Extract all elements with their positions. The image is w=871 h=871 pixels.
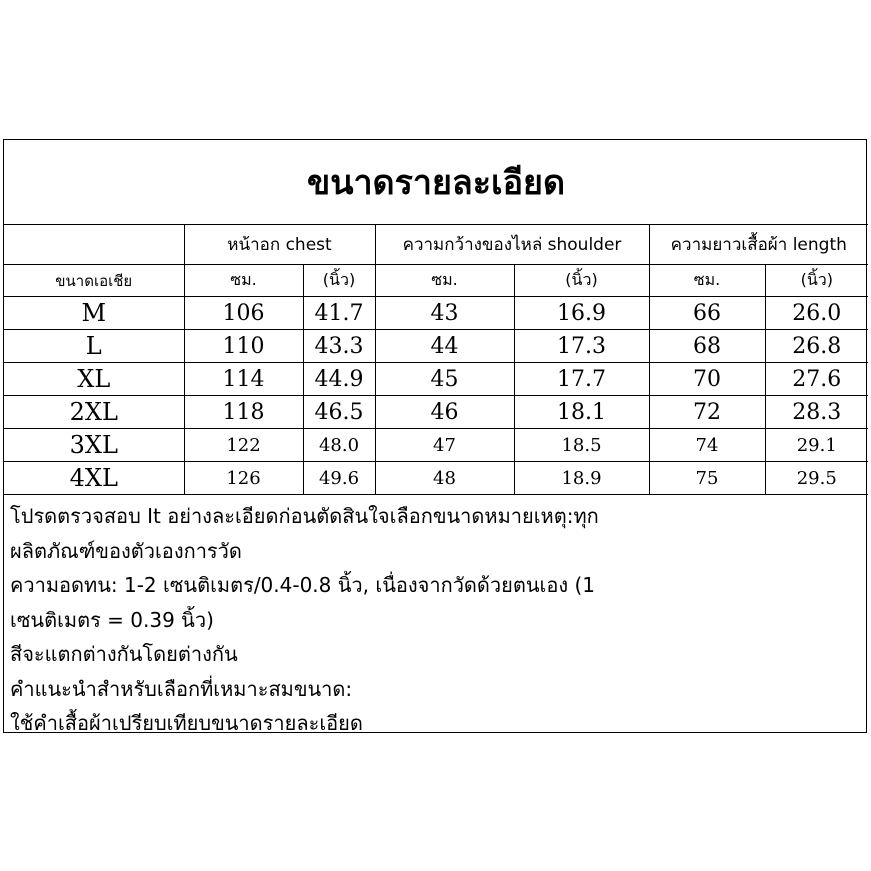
chest-inch-cell: 44.9 — [303, 363, 375, 396]
note-line: เซนติเมตร = 0.39 นิ้ว) — [10, 607, 214, 632]
length-cm-cell: 70 — [649, 363, 765, 396]
shoulder-inch-header: (นิ้ว) — [514, 265, 649, 297]
chest-cm-cell: 126 — [184, 462, 303, 495]
chest-inch-cell: 43.3 — [303, 330, 375, 363]
shoulder-cm-cell: 48 — [375, 462, 514, 495]
chest-cm-header: ซม. — [184, 265, 303, 297]
shoulder-inch-cell: 16.9 — [514, 297, 649, 330]
size-cell: 2XL — [4, 396, 184, 429]
chest-cm-cell: 114 — [184, 363, 303, 396]
chest-inch-cell: 41.7 — [303, 297, 375, 330]
chest-cm-cell: 118 — [184, 396, 303, 429]
table-row — [4, 363, 868, 396]
shoulder-cm-cell: 43 — [375, 297, 514, 330]
length-inch-cell: 29.5 — [765, 462, 868, 495]
length-header: ความยาวเสื้อผ้า length — [649, 225, 868, 265]
table-row — [4, 462, 868, 495]
note-line: ใช้คำเสื้อผ้าเปรียบเทียบขนาดรายละเอียด — [10, 711, 363, 735]
shoulder-cm-cell: 46 — [375, 396, 514, 429]
length-cm-cell: 66 — [649, 297, 765, 330]
length-inch-cell: 26.0 — [765, 297, 868, 330]
chest-cm-cell: 110 — [184, 330, 303, 363]
note-line: คำแนะนำสำหรับเลือกที่เหมาะสมขนาด: — [10, 676, 353, 701]
shoulder-inch-cell: 17.3 — [514, 330, 649, 363]
page-title: ขนาดรายละเอียด — [4, 140, 868, 225]
note-line: สีจะแตกต่างกันโดยต่างกัน — [10, 642, 238, 666]
shoulder-cm-cell: 45 — [375, 363, 514, 396]
shoulder-inch-cell: 18.1 — [514, 396, 649, 429]
chest-inch-cell: 48.0 — [303, 429, 375, 462]
empty-header-cell — [4, 225, 184, 265]
note-line: ความอดทน: 1-2 เซนติเมตร/0.4-0.8 นิ้ว, เนื่องจากวัดด้วยตนเอง (1 — [10, 573, 596, 597]
length-cm-header: ซม. — [649, 265, 765, 297]
chest-cm-cell: 106 — [184, 297, 303, 330]
length-cm-cell: 75 — [649, 462, 765, 495]
table-row — [4, 330, 868, 363]
note-line: โปรดตรวจสอบ It อย่างละเอียดก่อนตัดสินใจเลือกขนาดหมายเหตุ:ทุก — [10, 504, 599, 528]
chest-inch-cell: 46.5 — [303, 396, 375, 429]
note-line: ผลิตภัณฑ์ของตัวเองการวัด — [10, 538, 242, 563]
size-table — [4, 140, 868, 495]
length-inch-header: (นิ้ว) — [765, 265, 868, 297]
size-column-header: ขนาดเอเชีย — [4, 265, 184, 297]
chest-inch-header: (นิ้ว) — [303, 265, 375, 297]
length-cm-cell: 68 — [649, 330, 765, 363]
size-cell: L — [4, 330, 184, 363]
shoulder-inch-cell: 18.5 — [514, 429, 649, 462]
size-chart — [3, 139, 867, 733]
chest-inch-cell: 49.6 — [303, 462, 375, 495]
size-cell: M — [4, 297, 184, 330]
notes-section — [4, 495, 866, 741]
length-inch-cell: 28.3 — [765, 396, 868, 429]
shoulder-inch-cell: 18.9 — [514, 462, 649, 495]
length-inch-cell: 29.1 — [765, 429, 868, 462]
shoulder-cm-cell: 44 — [375, 330, 514, 363]
table-row — [4, 297, 868, 330]
length-cm-cell: 72 — [649, 396, 765, 429]
shoulder-cm-cell: 47 — [375, 429, 514, 462]
size-cell: 3XL — [4, 429, 184, 462]
shoulder-inch-cell: 17.7 — [514, 363, 649, 396]
chest-header: หน้าอก chest — [184, 225, 375, 265]
shoulder-header: ความกว้างของไหล่ shoulder — [375, 225, 649, 265]
length-cm-cell: 74 — [649, 429, 765, 462]
length-inch-cell: 27.6 — [765, 363, 868, 396]
length-inch-cell: 26.8 — [765, 330, 868, 363]
chest-cm-cell: 122 — [184, 429, 303, 462]
shoulder-cm-header: ซม. — [375, 265, 514, 297]
size-cell: 4XL — [4, 462, 184, 495]
size-cell: XL — [4, 363, 184, 396]
table-row — [4, 429, 868, 462]
table-row — [4, 396, 868, 429]
